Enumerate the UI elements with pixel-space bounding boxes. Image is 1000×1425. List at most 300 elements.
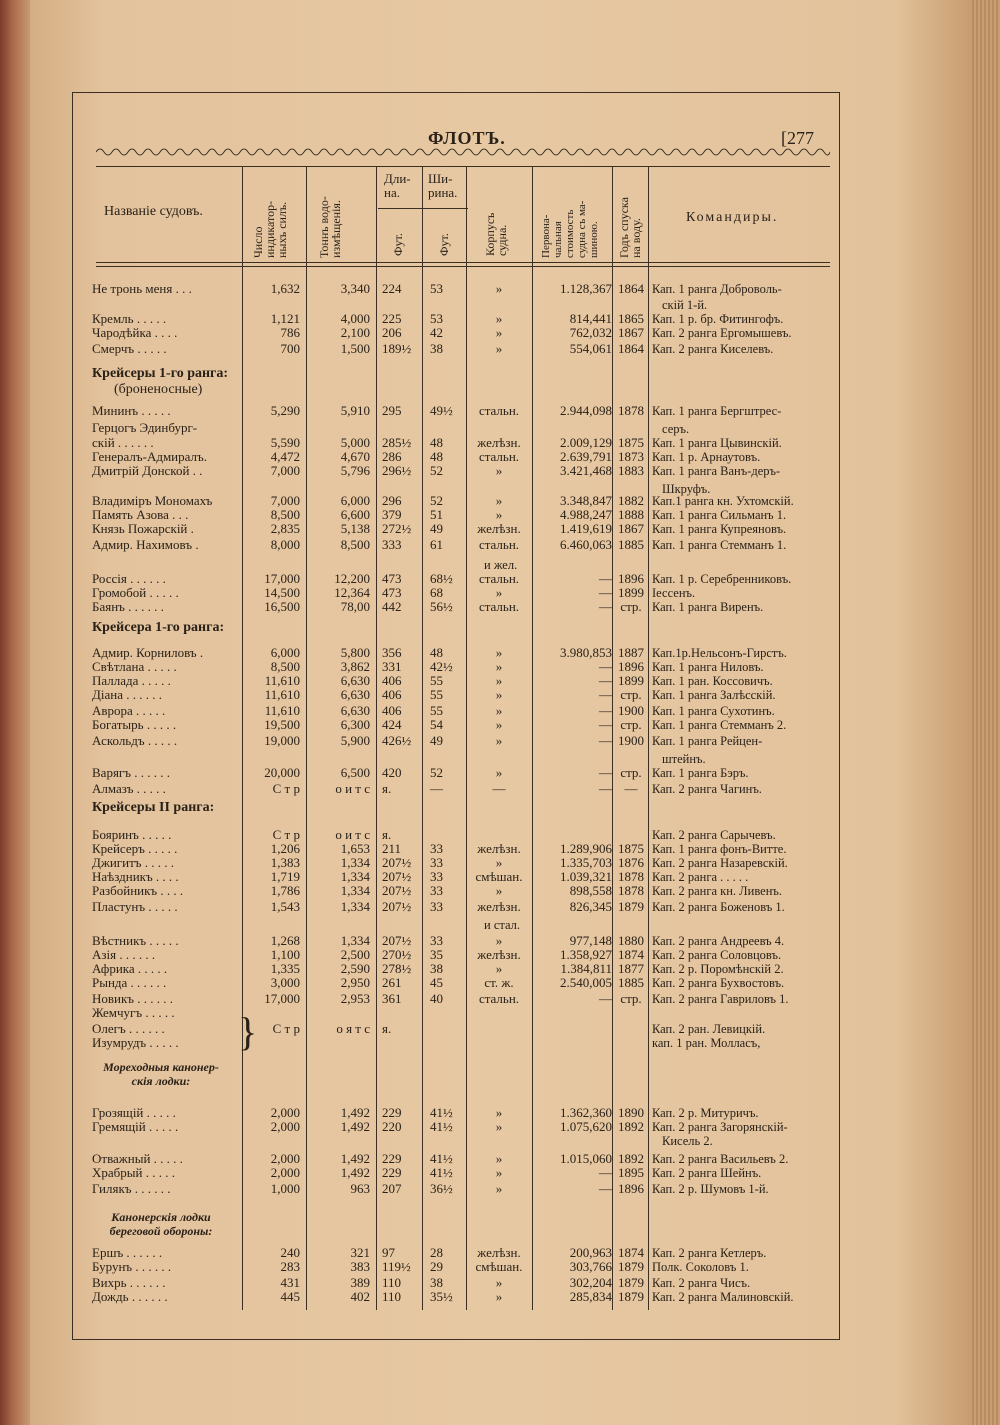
cell-year: 1867 — [618, 521, 644, 536]
cell-wid: 41½ — [430, 1151, 453, 1166]
col-header-hull: Корпусъ судна. — [483, 212, 509, 256]
cell-ind: 14,500 — [264, 585, 300, 600]
table-row — [0, 992, 1000, 1006]
cell-year: 1879 — [618, 899, 644, 914]
cell-len: 272½ — [382, 521, 412, 536]
cell-hull: желѣзн. — [477, 521, 521, 536]
cell-cost: 302,204 — [569, 1275, 612, 1290]
cell-year: 1892 — [618, 1119, 644, 1134]
cell-cmd: Кап. 2 ранга Кетлеръ. — [652, 1246, 767, 1260]
cell-cmd: Кап. 2 ранга Васильевъ 2. — [652, 1152, 789, 1166]
table-row — [0, 522, 1000, 536]
cell-cost: 1.075,620 — [560, 1119, 612, 1134]
cell-hull: » — [495, 703, 503, 718]
cell-name: Бурунъ . . . . . . — [92, 1260, 172, 1274]
cell-name: Разбойникъ . . . . — [92, 884, 184, 898]
table-row — [0, 782, 1000, 796]
cell-ton: о и т с — [335, 781, 370, 796]
cell-hull: » — [495, 673, 503, 688]
table-row — [0, 1246, 1000, 1260]
cell-ind: 19,000 — [264, 733, 300, 748]
col-header-commanders: Командиры. — [686, 210, 779, 225]
cell-hull: смѣшан. — [475, 869, 523, 884]
cell-cmd: Кап. 1 ранга Бергштрес- — [652, 404, 782, 418]
cell-ind: 6,000 — [270, 645, 300, 660]
cell-cost: — — [599, 781, 612, 796]
commander-continuation: серъ. — [662, 422, 690, 436]
cell-year: 1896 — [618, 571, 644, 586]
cell-cost: — — [599, 673, 612, 688]
cell-cmd: Кап. 1 ранга Рейцен- — [652, 734, 763, 748]
cell-len: 207½ — [382, 855, 412, 870]
cell-cmd: Кап. 1 р. Арнаутовъ. — [652, 450, 761, 464]
cell-len: 110 — [382, 1289, 402, 1304]
cell-ind: 20,000 — [264, 765, 300, 780]
cell-hull: стальн. — [478, 449, 520, 464]
cell-ton: 6,600 — [340, 507, 370, 522]
cell-cost: — — [599, 765, 612, 780]
cell-wid: 51 — [430, 507, 443, 522]
cell-cmd: Кап. 2 ранга Гавриловъ 1. — [652, 992, 789, 1006]
cell-year: 1877 — [618, 961, 644, 976]
cell-wid: 41½ — [430, 1165, 453, 1180]
table-row — [0, 734, 1000, 748]
cell-ton: 389 — [350, 1275, 370, 1290]
cell-ton: 2,100 — [340, 325, 370, 340]
cell-len: 119½ — [382, 1259, 411, 1274]
cell-cost: 1.128,367 — [560, 281, 612, 296]
cell-ton: 1,653 — [340, 841, 370, 856]
table-row — [0, 870, 1000, 884]
cell-len: я. — [382, 781, 392, 796]
cell-wid: 61 — [430, 537, 443, 552]
cell-ton: 3,340 — [340, 281, 370, 296]
table-row — [0, 674, 1000, 688]
cell-ind: 2,000 — [270, 1165, 300, 1180]
cell-wid: 68 — [430, 585, 443, 600]
cell-cost: 898,558 — [569, 883, 612, 898]
cell-wid: 52 — [430, 463, 443, 478]
cell-ind: 17,000 — [264, 571, 300, 586]
cell-ton: 6,300 — [340, 717, 370, 732]
cell-ton: 1,492 — [340, 1119, 370, 1134]
col-header-indicator: Число индикатор- ныхъ силъ. — [251, 200, 289, 258]
cell-cmd: Кап. 1 ранга фонъ-Витте. — [652, 842, 787, 856]
cell-year: 1885 — [618, 537, 644, 552]
cell-year: 1864 — [618, 341, 644, 356]
cell-hull: » — [495, 1151, 503, 1166]
cell-year: 1875 — [618, 841, 644, 856]
subheader-rule — [378, 208, 468, 209]
cell-name: Адмир. Корниловъ . — [92, 646, 204, 660]
cell-wid: 52 — [430, 493, 443, 508]
cell-len: 211 — [382, 841, 402, 856]
cell-hull: » — [495, 933, 503, 948]
cell-hull: » — [495, 645, 503, 660]
cell-year: стр. — [620, 599, 642, 614]
table-row — [0, 464, 1000, 478]
cell-wid: 48 — [430, 435, 443, 450]
cell-ind: 5,290 — [270, 403, 300, 418]
cell-year: 1878 — [618, 403, 644, 418]
cell-hull: » — [495, 687, 503, 702]
cell-cost: 826,345 — [569, 899, 612, 914]
cell-ton: 402 — [350, 1289, 370, 1304]
cell-len: 331 — [382, 659, 402, 674]
cell-len: 406 — [382, 687, 402, 702]
cell-len: я. — [382, 1021, 392, 1036]
cell-ind: 1,632 — [270, 281, 300, 296]
cell-year: 1899 — [618, 585, 644, 600]
page-title: ФЛОТЪ. — [428, 128, 506, 148]
cell-ton: 6,500 — [340, 765, 370, 780]
cell-name: Варягъ . . . . . . — [92, 766, 170, 780]
cell-hull: стальн. — [478, 403, 520, 418]
table-row — [0, 646, 1000, 660]
table-row — [0, 884, 1000, 898]
cell-cmd: Кап. 1 ранга Стемманъ 1. — [652, 538, 787, 552]
cell-ton: 1,334 — [340, 933, 370, 948]
cell-ind: 1,100 — [270, 947, 300, 962]
cell-len: 229 — [382, 1105, 402, 1120]
cell-ton: 2,953 — [340, 991, 370, 1006]
cell-ton: 2,500 — [340, 947, 370, 962]
cell-wid: 54 — [430, 717, 443, 732]
commander-continuation: скій 1-й. — [662, 298, 708, 312]
cell-len: 473 — [382, 571, 402, 586]
cell-wid: 53 — [430, 311, 443, 326]
section-heading: Крейсеры 1-го ранга: — [92, 366, 229, 381]
cell-len: 420 — [382, 765, 402, 780]
cell-len: 296 — [382, 493, 402, 508]
cell-wid: 38 — [430, 1275, 443, 1290]
cell-cmd: Кап. 2 р. Шумовъ 1-й. — [652, 1182, 769, 1196]
cell-len: 406 — [382, 673, 402, 688]
cell-year: 1867 — [618, 325, 644, 340]
cell-hull: » — [495, 961, 503, 976]
section-heading: Крейсера 1-го ранга: — [92, 620, 225, 635]
cell-wid: 35½ — [430, 1289, 453, 1304]
cell-ind: 1,206 — [270, 841, 300, 856]
table-row — [0, 282, 1000, 296]
cell-wid: 55 — [430, 673, 443, 688]
cell-wid: 29 — [430, 1259, 443, 1274]
cell-year: 1878 — [618, 869, 644, 884]
section-heading: Мореходныя канонер- скія лодки: — [103, 1060, 219, 1088]
cell-len: 220 — [382, 1119, 402, 1134]
cell-name: Азія . . . . . . — [92, 948, 156, 962]
cell-cmd: Кап. 2 ран. Левицкій. — [652, 1022, 766, 1036]
cell-cmd: Кап. 2 ранга Соловцовъ. — [652, 948, 782, 962]
page-number: [277 — [781, 128, 814, 148]
cell-cmd: Кап. 1 ранга Ванъ-деръ- — [652, 464, 781, 478]
cell-ind: 2,000 — [270, 1105, 300, 1120]
table-row — [0, 900, 1000, 914]
cell-ind: 1,719 — [270, 869, 300, 884]
cell-hull: » — [495, 493, 503, 508]
cell-cost: — — [599, 599, 612, 614]
cell-ton: о и т с — [335, 827, 370, 842]
cell-len: 361 — [382, 991, 402, 1006]
cell-name: Громобой . . . . . — [92, 586, 179, 600]
cell-year: 1896 — [618, 1181, 644, 1196]
cell-len: 261 — [382, 975, 402, 990]
cell-hull: » — [495, 463, 503, 478]
cell-hull: смѣшан. — [475, 1259, 523, 1274]
cell-cost: — — [599, 733, 612, 748]
section-heading: Крейсеры II ранга: — [92, 800, 215, 815]
cell-name: Чародѣйка . . . . — [92, 326, 178, 340]
cell-name: Алмазъ . . . . . — [92, 782, 166, 796]
cell-len: 356 — [382, 645, 402, 660]
cell-year: 1883 — [618, 463, 644, 478]
cell-ind: 7,000 — [270, 493, 300, 508]
cell-ton: 12,364 — [334, 585, 370, 600]
cell-year: стр. — [620, 687, 642, 702]
cell-name: Память Азова . . . — [92, 508, 189, 522]
cell-ind: 2,000 — [270, 1151, 300, 1166]
cell-hull: » — [495, 855, 503, 870]
table-row — [0, 450, 1000, 464]
cell-cost: — — [599, 991, 612, 1006]
cell-ind: 16,500 — [264, 599, 300, 614]
cell-wid: 35 — [430, 947, 443, 962]
cell-cmd: Кап. 1 ранга Сильманъ 1. — [652, 508, 787, 522]
table-row — [0, 1182, 1000, 1196]
cell-ton: 963 — [350, 1181, 370, 1196]
decorative-rule — [96, 146, 830, 158]
cell-year: стр. — [620, 717, 642, 732]
table-row — [0, 1152, 1000, 1166]
col-header-width: Ши- рина. — [428, 171, 458, 200]
cell-name: Изумрудъ . . . . . — [92, 1036, 179, 1050]
cell-year: 1900 — [618, 733, 644, 748]
table-row — [0, 1120, 1000, 1134]
cell-cost: 2.540,005 — [560, 975, 612, 990]
table-row — [0, 766, 1000, 780]
cell-cost: 1.039,321 — [560, 869, 612, 884]
cell-cost: — — [599, 687, 612, 702]
cell-year: 1890 — [618, 1105, 644, 1120]
cell-cost: — — [599, 585, 612, 600]
cell-len: 442 — [382, 599, 402, 614]
section-heading: Канонерскія лодки береговой обороны: — [109, 1210, 213, 1238]
cell-cost: — — [599, 659, 612, 674]
cell-cost: 2.944,098 — [560, 403, 612, 418]
cell-name: Аскольдъ . . . . . — [92, 734, 178, 748]
table-row — [0, 856, 1000, 870]
cell-ind: 1,335 — [270, 961, 300, 976]
cell-len: я. — [382, 827, 392, 842]
cell-cmd: Кап. 1 ранга Стемманъ 2. — [652, 718, 787, 732]
cell-ton: 12,200 — [334, 571, 370, 586]
cell-cmd: Кап. 1 ранга Залѣсскій. — [652, 688, 776, 702]
cell-year: 1878 — [618, 883, 644, 898]
cell-len: 270½ — [382, 947, 412, 962]
cell-hull: » — [495, 311, 503, 326]
cell-hull: » — [495, 1105, 503, 1120]
cell-len: 379 — [382, 507, 402, 522]
cell-wid: 38 — [430, 961, 443, 976]
cell-len: 473 — [382, 585, 402, 600]
cell-wid: 33 — [430, 855, 443, 870]
cell-ton: 1,334 — [340, 883, 370, 898]
cell-ind: 283 — [280, 1259, 300, 1274]
cell-len: 229 — [382, 1151, 402, 1166]
table-row — [0, 660, 1000, 674]
cell-ind: 19,500 — [264, 717, 300, 732]
cell-name: Отважный . . . . . — [92, 1152, 183, 1166]
cell-len: 229 — [382, 1165, 402, 1180]
cell-name: Не тронь меня . . . — [92, 282, 192, 296]
cell-cost: 4.988,247 — [560, 507, 612, 522]
cell-year: 1888 — [618, 507, 644, 522]
col-header-length: Дли- на. — [384, 171, 411, 200]
cell-cmd: Кап.1 ранга кн. Ухтомскій. — [652, 494, 794, 508]
cell-cost: 3.421,468 — [560, 463, 612, 478]
cell-name: Новикъ . . . . . . — [92, 992, 174, 1006]
cell-year: 1896 — [618, 659, 644, 674]
cell-cmd: Кап. 1 ранга Купреяновъ. — [652, 522, 787, 536]
table-row — [0, 1290, 1000, 1304]
cell-ton: 1,334 — [340, 899, 370, 914]
col-header-tonnage: Тоннъ водо- измѣщенія. — [317, 196, 343, 258]
cell-cmd: Кап.1р.Нельсонъ-Гирстъ. — [652, 646, 787, 660]
cell-hull: » — [495, 717, 503, 732]
cell-hull: » — [495, 1275, 503, 1290]
cell-hull: — — [492, 781, 506, 796]
cell-ton: 321 — [350, 1245, 370, 1260]
header-bottom-rule-2 — [96, 266, 830, 267]
cell-cost: 2.639,791 — [560, 449, 612, 464]
cell-name: Ершъ . . . . . . — [92, 1246, 163, 1260]
cell-cost: 1.358,927 — [560, 947, 612, 962]
cell-len: 97 — [382, 1245, 395, 1260]
cell-cmd: Кап. 2 ранга Малиновскій. — [652, 1290, 794, 1304]
cell-wid: 38 — [430, 341, 443, 356]
table-row — [0, 976, 1000, 990]
cell-ind: 786 — [280, 325, 300, 340]
cell-cmd: Кап. 2 р. Митуричъ. — [652, 1106, 759, 1120]
cell-wid: 28 — [430, 1245, 443, 1260]
cell-name: Богатырь . . . . . — [92, 718, 177, 732]
cell-hull: стальн. — [478, 571, 520, 586]
cell-ind: 8,500 — [270, 659, 300, 674]
cell-len: 278½ — [382, 961, 412, 976]
commander-continuation: Кисель 2. — [662, 1134, 713, 1148]
cell-cost: 977,148 — [569, 933, 612, 948]
table-row — [0, 326, 1000, 340]
cell-wid: 68½ — [430, 571, 453, 586]
ship-name-continuation: Герцогъ Эдинбург- — [92, 420, 198, 435]
cell-ind: 1,543 — [270, 899, 300, 914]
cell-cmd: Кап. 2 ранга Андреевъ 4. — [652, 934, 785, 948]
table-row — [0, 934, 1000, 948]
table-row — [0, 704, 1000, 718]
table-row — [0, 962, 1000, 976]
col-header-cost: Первона- чальная стоимость судна съ ма- шиною. — [540, 200, 600, 258]
cell-wid: 49 — [430, 521, 443, 536]
cell-hull: » — [495, 281, 503, 296]
cell-cost: 3.980,853 — [560, 645, 612, 660]
table-row — [0, 1036, 1000, 1050]
cell-hull: стальн. — [478, 991, 520, 1006]
cell-year: 1874 — [618, 947, 644, 962]
cell-len: 426½ — [382, 733, 412, 748]
cell-ind: 11,610 — [264, 703, 300, 718]
cell-cmd: Кап. 2 ранга Чагинъ. — [652, 782, 762, 796]
cell-ton: 3,862 — [340, 659, 370, 674]
cell-cost: 1.419,619 — [560, 521, 612, 536]
cell-len: 224 — [382, 281, 402, 296]
cell-cmd: Кап. 2 ранга . . . . . — [652, 870, 749, 884]
cell-hull: желѣзн. — [477, 1245, 521, 1260]
cell-year: 1892 — [618, 1151, 644, 1166]
table-row — [0, 436, 1000, 450]
cell-cmd: Кап. 2 ранга Шейнъ. — [652, 1166, 762, 1180]
cell-hull: » — [495, 659, 503, 674]
cell-hull: » — [495, 733, 503, 748]
cell-wid: 48 — [430, 449, 443, 464]
cell-cmd: Кап. 1 р. бр. Фитингофъ. — [652, 312, 784, 326]
cell-name: Наѣздникъ . . . . — [92, 870, 179, 884]
cell-cost: — — [599, 717, 612, 732]
cell-cmd: Кап. 1 ранга Ниловъ. — [652, 660, 764, 674]
cell-wid: 56½ — [430, 599, 453, 614]
cell-wid: 48 — [430, 645, 443, 660]
cell-cmd: Кап. 1 ранга Цывинскій. — [652, 436, 782, 450]
cell-cmd: Кап. 2 ранга Загорянскій- — [652, 1120, 788, 1134]
cell-ind: 11,610 — [264, 687, 300, 702]
cell-len: 207½ — [382, 933, 412, 948]
table-row — [0, 1022, 1000, 1036]
cell-hull: » — [495, 325, 503, 340]
cell-cmd: Полк. Соколовъ 1. — [652, 1260, 749, 1274]
cell-cmd: Кап. 1 ран. Коссовичъ. — [652, 674, 773, 688]
grouping-brace: } — [238, 1009, 258, 1054]
cell-len: 285½ — [382, 435, 412, 450]
cell-hull: » — [495, 1119, 503, 1134]
cell-ind: 431 — [280, 1275, 300, 1290]
cell-year: 1875 — [618, 435, 644, 450]
cell-wid: 33 — [430, 899, 443, 914]
cell-ind: 8,000 — [270, 537, 300, 552]
cell-len: 296½ — [382, 463, 412, 478]
cell-ind: 3,000 — [270, 975, 300, 990]
cell-wid: 55 — [430, 703, 443, 718]
cell-len: 207½ — [382, 899, 412, 914]
table-row — [0, 1006, 1000, 1020]
cell-ton: о я т с — [336, 1021, 370, 1036]
hull-continuation: и жел. — [484, 558, 518, 572]
cell-cmd: Кап. 2 р. Поромѣнскій 2. — [652, 962, 784, 976]
cell-ton: 383 — [350, 1259, 370, 1274]
cell-name: Грозящій . . . . . — [92, 1106, 176, 1120]
cell-ton: 4,000 — [340, 311, 370, 326]
cell-hull: » — [495, 1165, 503, 1180]
table-row — [0, 404, 1000, 418]
cell-ton: 1,492 — [340, 1151, 370, 1166]
cell-wid: 42½ — [430, 659, 453, 674]
cell-year: 1873 — [618, 449, 644, 464]
cell-cost: 1.335,703 — [560, 855, 612, 870]
cell-ind: 7,000 — [270, 463, 300, 478]
cell-cost: 285,834 — [569, 1289, 612, 1304]
cell-ton: 5,796 — [340, 463, 370, 478]
cell-cost: 200,963 — [569, 1245, 612, 1260]
cell-name: Вѣстникъ . . . . . — [92, 934, 179, 948]
cell-hull: » — [495, 765, 503, 780]
